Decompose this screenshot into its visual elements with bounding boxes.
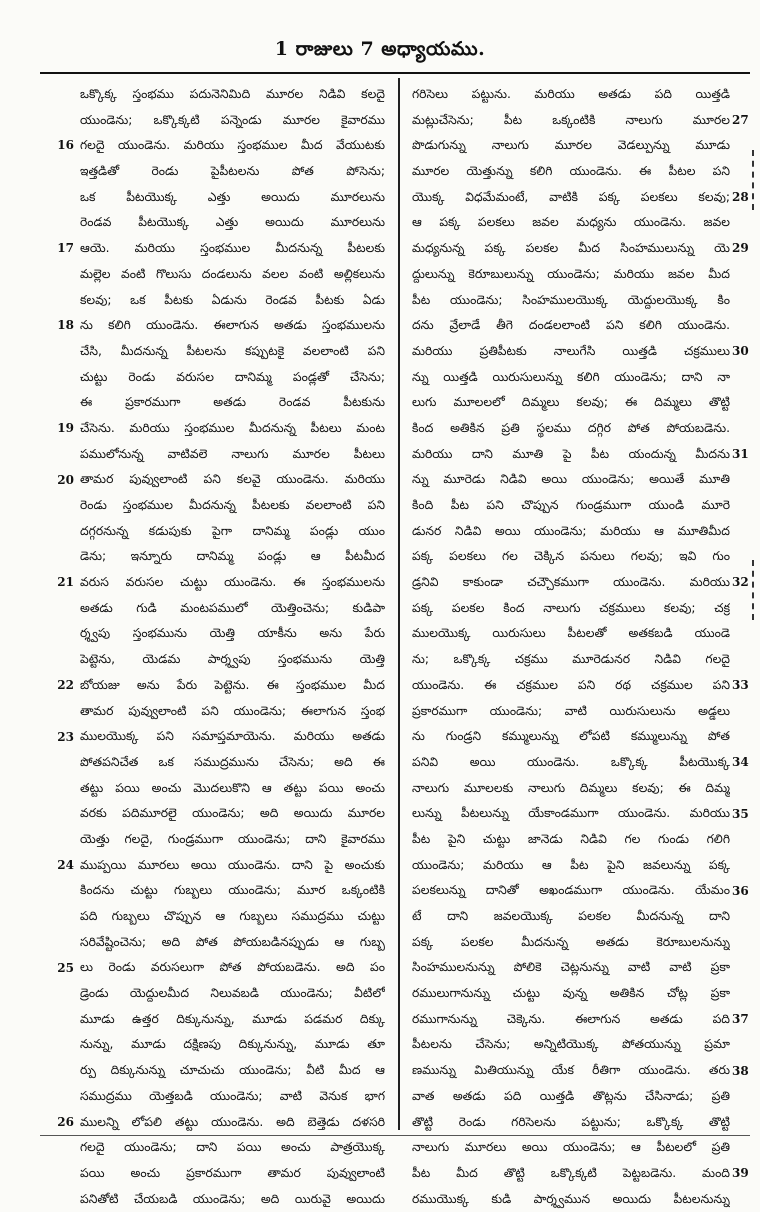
- text-line: రముగానున్ను చెక్కెను. ఈలాగున అతడు పది: [412, 1011, 730, 1026]
- text-line: లుగు మూలలలో దిమ్మలు కలవు; ఈ దిమ్మలు తొట్టి: [412, 395, 730, 410]
- text-line: రముయొక్క కుడి పార్శ్వమున అయిదు పీటలనున్ను: [412, 1191, 730, 1206]
- text-line: డునర నిడివి అయి యుండెను; మరియు ఆ మూతిమీద: [412, 523, 730, 538]
- verse-number: 18: [57, 318, 74, 333]
- text-line: రెండు స్తంభముల మీదనున్న పీటలకు వలలాంటి పని: [80, 498, 385, 512]
- text-line: గలదై యుండెను. మరియు స్తంభముల మీద వేయుటకు: [80, 138, 385, 153]
- text-line: దను వ్రేలాడే తీగె దండలలాంటి పని కలిగి యుండెను.: [412, 318, 730, 333]
- text-line: వరకు పదిమూరలై యుండెను; అది అయిదు మూరల: [80, 806, 385, 821]
- text-line: మరియు ప్రతిపీటకు నాలుగేసి యిత్తడి చక్రములు: [412, 343, 730, 358]
- text-line: బోయజు అను పేరు పెట్టెను. ఈ స్తంభముల మీద: [80, 677, 385, 692]
- text-line: కలవు; ఒక పీటకు ఏడును రెండవ పీటకు ఏడు: [80, 292, 385, 307]
- left-column: [57, 82, 385, 1206]
- text-line: పెట్టెను, యెడమ పార్శ్వపు స్తంభమును యెత్తి: [80, 652, 385, 667]
- text-line: తొట్టి రెండు గరిసెలను పట్టును; ఒక్కొక్క తొట్టి: [412, 1114, 730, 1129]
- text-line: ద్దులున్ను కెరూబులున్ను యుండెను; మరియు జవల మీద: [412, 266, 730, 281]
- text-line: గరిసెలు పట్టును. మరియు అతడు పది యిత్తడి: [412, 87, 730, 101]
- page-title: 1 రాజులు 7 అధ్యాయము.: [274, 38, 486, 60]
- text-line: యెత్తు గలదై, గుండ్రముగా యుండెను; దాని కైవారము: [80, 831, 385, 846]
- text-line: ఒక పీటయొక్క ఎత్తు అయిదు మూరలును: [80, 189, 385, 204]
- text-line: యుండెను; మరియు ఆ పీట పైని జవలున్ను పక్క: [412, 857, 730, 872]
- verse-number: 22: [57, 678, 74, 693]
- text-line: ఇత్తడితో రెండు పైపీటలను పోత పోసెను;: [80, 164, 385, 179]
- text-line: మధ్యనున్న పక్క పలకల మీద సింహములున్ను యె: [412, 241, 730, 256]
- text-line: చేసి, మీదనున్న పీటలను కప్పుటకై వలలాంటి పని: [80, 343, 385, 358]
- text-line: వాత అతడు పది యిత్తడి తొట్లను చేసినాడు; ప్రతి: [412, 1088, 730, 1103]
- text-line: లు రెండు వరుసలుగా పోత పోయబడెను. అది పం: [80, 960, 385, 975]
- verse-number: 35: [732, 806, 749, 821]
- text-line: వరుస వరుసల చుట్టు యుండెను. ఈ స్తంభములను: [80, 575, 385, 590]
- margin-mark: [752, 560, 754, 620]
- text-line: డ్రెండు యెద్దులమీద నిలువబడి యుండెను; వీటిలో: [80, 986, 385, 1001]
- text-line: ను; ఒక్కొక్క చక్రము మూరెడునర నిడివి గలదై: [412, 652, 730, 667]
- verse-number: 19: [57, 421, 74, 436]
- text-line: ఆయె. మరియు స్తంభముల మీదనున్న పీటలకు: [80, 241, 385, 256]
- column-divider: [398, 78, 400, 1130]
- text-line: సింహములనున్ను పోలికె చెట్లనున్ను వాటి వాటి ప్రకా: [412, 960, 730, 975]
- text-line: పక్క పలకల కింద నాలుగు చక్రములు కలవు; చక్ర: [412, 600, 730, 615]
- text-line: చేసెను. మరియు స్తంభముల మీదనున్న పీటలు మంట: [80, 420, 385, 435]
- text-line: పీట పైని చుట్టు జానెడు నిడివి గల గుండు గలిగి: [412, 831, 730, 846]
- text-line: ములయొక్క యిరుసులు పీటలతో అతకబడి యుండె: [412, 626, 730, 641]
- text-line: పనితోటి చేయబడి యుండెను; అది యిరువై అయిదు: [80, 1191, 385, 1206]
- text-line: పక్క పలకలు గల చెక్కిన పనులు గలవు; ఇవి గుం: [412, 549, 730, 564]
- text-line: ములయొక్క పని సమాప్తమాయెను. మరియు అతడు: [80, 729, 385, 744]
- text-line: డెను; ఇన్నూరు దానిమ్మ పండ్లు ఆ పీటమీద: [80, 549, 385, 564]
- text-line: పములోనున్న వాటివలె నాలుగు మూరల పీటలు: [80, 446, 385, 461]
- text-line: ను గుండ్రని కమ్ములున్ను లోపటి కమ్ములున్ను పోత: [412, 729, 730, 744]
- text-line: యుండెను; ఒక్కొక్కటి పన్నెండు మూరల కైవారము: [80, 112, 385, 127]
- verse-number: 33: [732, 678, 749, 693]
- text-line: పది గుబ్బలు చొప్పున ఆ గుబ్బలు సముద్రము చుట్టు: [80, 909, 385, 923]
- right-column: [412, 82, 749, 1206]
- text-line: పీటలను చేసెను; అన్నిటియొక్క పోతయున్ను ప్రమా: [412, 1037, 730, 1052]
- text-line: డ్రనివి కాకుండా చచ్చౌకముగా యుండెను. మరియు: [412, 575, 730, 590]
- verse-number: 16: [57, 138, 74, 153]
- text-line: మల్లెల వంటి గొలుసు దండలును వలల వంటి అల్లికలును: [80, 266, 385, 281]
- text-line: నాలుగు మూలలకు నాలుగు దిమ్మలు కలవు; ఈ దిమ్మ: [412, 780, 730, 795]
- margin-mark: [752, 150, 754, 210]
- text-line: మట్లుచేసెను; పీట ఒక్కంటికి నాలుగు మూరల: [412, 112, 730, 127]
- text-line: రములుగానున్ను చుట్టు వున్న అతికిన చోట్ల ప్రకా: [412, 986, 730, 1001]
- text-line: పనివి అయి యుండెను. ఒక్కొక్క పీటయొక్క: [412, 754, 730, 769]
- verse-number: 32: [732, 575, 749, 590]
- text-line: గలదై యుండెను; దాని పయి అంచు పాత్రయొక్క: [80, 1140, 385, 1155]
- text-line: తామర పువ్వులాంటి పని యుండెను; ఈలాగున స్తంభ: [80, 703, 385, 718]
- text-line: యొక్క విధమేమంటే, వాటికి పక్క పలకలు కలవు;: [412, 189, 730, 204]
- text-line: పొడుగున్ను నాలుగు మూరల వెడల్పున్ను మూడు: [412, 138, 730, 153]
- verse-number: 26: [57, 1115, 74, 1129]
- text-line: టే దాని జవలయొక్క పలకల మీదనున్న దాని: [412, 909, 730, 923]
- text-line: కింది పీట పని చొప్పున గుండ్రముగా యుండి మూరె: [412, 498, 730, 512]
- text-line: ములన్ని లోపలి తట్టు యుండెను. అది బెత్తెడు దళసరి: [80, 1114, 385, 1129]
- text-line: పీట మీద తొట్టి ఒక్కొక్కటి పెట్టబడెను. మంది: [412, 1165, 730, 1180]
- text-line: పోతపనిచేత ఒక సముద్రమును చేసెను; అది ఈ: [80, 754, 385, 769]
- text-line: తట్టు పయి అంచు మొదలుకొని ఆ తట్టు పయి అంచు: [80, 780, 385, 795]
- verse-number: 34: [732, 755, 749, 770]
- text-line: నాలుగు మూరలు అయి యుండెను; ఆ పీటలలో ప్రతి: [412, 1140, 730, 1155]
- text-line: ఆ పక్క పలకలు జవల మధ్యను యుండెను. జవల: [412, 215, 730, 230]
- text-line: ముప్పయి మూరలు అయి యుండెను. దాని పై అంచుకు: [80, 857, 385, 872]
- verse-number: 25: [57, 960, 74, 975]
- verse-number: 30: [732, 344, 749, 358]
- text-line: ర్శ్వపు స్తంభమును యెత్తి యాకీను అను పేరు: [80, 626, 385, 641]
- text-line: తామర పువ్వులాంటి పని కలవై యుండెను. మరియు: [80, 472, 385, 487]
- text-line: మరియు దాని మూతి పై పీట యందున్న మీదను: [412, 446, 730, 461]
- verse-number: 29: [732, 241, 749, 256]
- text-line: పక్క పలకల మీదనున్న అతడు కెరూబులనున్ను: [412, 934, 730, 949]
- text-line: న్ను యిత్తడి యిరుసులున్ను కలిగి యుండెను; దాని నా: [412, 369, 730, 384]
- text-line: దగ్గరనున్న కడుపుకు పైగా దానిమ్మ పండ్లు యుం: [80, 523, 385, 538]
- verse-number: 39: [732, 1166, 749, 1181]
- text-line: సరివేష్టించెను; అది పోత పోయబడినప్పుడు ఆ గుబ్బ: [80, 934, 385, 949]
- text-line: చుట్టు రెండు వరుసల దానిమ్మ పండ్లతో చేసెను;: [80, 369, 385, 384]
- text-line: కిందను చుట్టు గుబ్బలు యుండెను; మూర ఒక్కంటికి: [80, 883, 385, 898]
- verse-number: 23: [57, 729, 74, 744]
- text-line: పలకలున్ను దానితో అఖండముగా యుండెను. యేమం: [412, 883, 730, 898]
- text-line: ర్పు దిక్కునున్ను చూచుచు యుండెను; వీటి మీద ఆ: [80, 1063, 385, 1078]
- verse-number: 38: [732, 1063, 749, 1078]
- text-line: పీట యుండెను; సింహములయొక్క యెద్దులయొక్క కిం: [412, 292, 730, 307]
- verse-number: 31: [732, 446, 749, 461]
- text-line: ణమున్ను మితియున్ను యేక రీతిగా యుండెను. తరు: [412, 1063, 730, 1078]
- verse-number: 21: [57, 575, 74, 590]
- text-line: సముద్రము యెత్తబడి యుండెను; వాటి వెనుక భాగ: [80, 1088, 385, 1103]
- verse-number: 17: [57, 241, 74, 256]
- footer-rule: [40, 1135, 750, 1136]
- text-line: రెండవ పీటయొక్క ఎత్తు అయిదు మూరలును: [80, 215, 385, 230]
- text-line: యుండెను. ఈ చక్రముల పని రథ చక్రముల పని: [412, 677, 730, 692]
- text-line: లున్ను పీటలున్ను యేకాండముగా యుండెను. మరియు: [412, 806, 730, 821]
- header-rule: [40, 72, 750, 74]
- text-line: న్ను మూరెడు నిడివి అయి యుండెను; అయితే మూతి: [412, 472, 730, 487]
- text-line: ప్రకారముగా యుండెను; వాటి యిరుసులును అడ్డలు: [412, 703, 730, 718]
- verse-number: 37: [732, 1012, 749, 1027]
- text-line: మూరల యెత్తున్ను కలిగి యుండెను. ఈ పీటల పని: [412, 164, 730, 179]
- text-line: పయి అంచు ప్రకారముగా తామర పువ్వులాంటి: [80, 1165, 385, 1180]
- verse-number: 28: [732, 189, 749, 204]
- text-line: అతడు గుడి మంటపములో యెత్తించెను; కుడిపా: [80, 600, 385, 615]
- verse-number: 27: [732, 112, 749, 127]
- text-line: ఒక్కొక్క స్తంభము పదునెనిమిది మూరల నిడివి కలదై: [80, 87, 385, 101]
- text-line: ఈ ప్రకారముగా అతడు రెండవ పీటకును: [80, 395, 385, 410]
- text-line: ను కలిగి యుండెను. ఈలాగున అతడు స్తంభములను: [80, 318, 385, 333]
- verse-number: 20: [57, 472, 74, 487]
- text-line: మూడు ఉత్తర దిక్కునున్ను, మూడు పడమర దిక్కు: [80, 1011, 385, 1026]
- verse-number: 36: [732, 883, 749, 898]
- verse-number: 24: [57, 858, 74, 872]
- text-line: నున్ను, మూడు దక్షిణపు దిక్కునున్ను, మూడు తూ: [80, 1037, 385, 1052]
- text-line: కింద అతికిన ప్రతి స్థలము దగ్గిర పోత పోయబడెను.: [412, 420, 730, 435]
